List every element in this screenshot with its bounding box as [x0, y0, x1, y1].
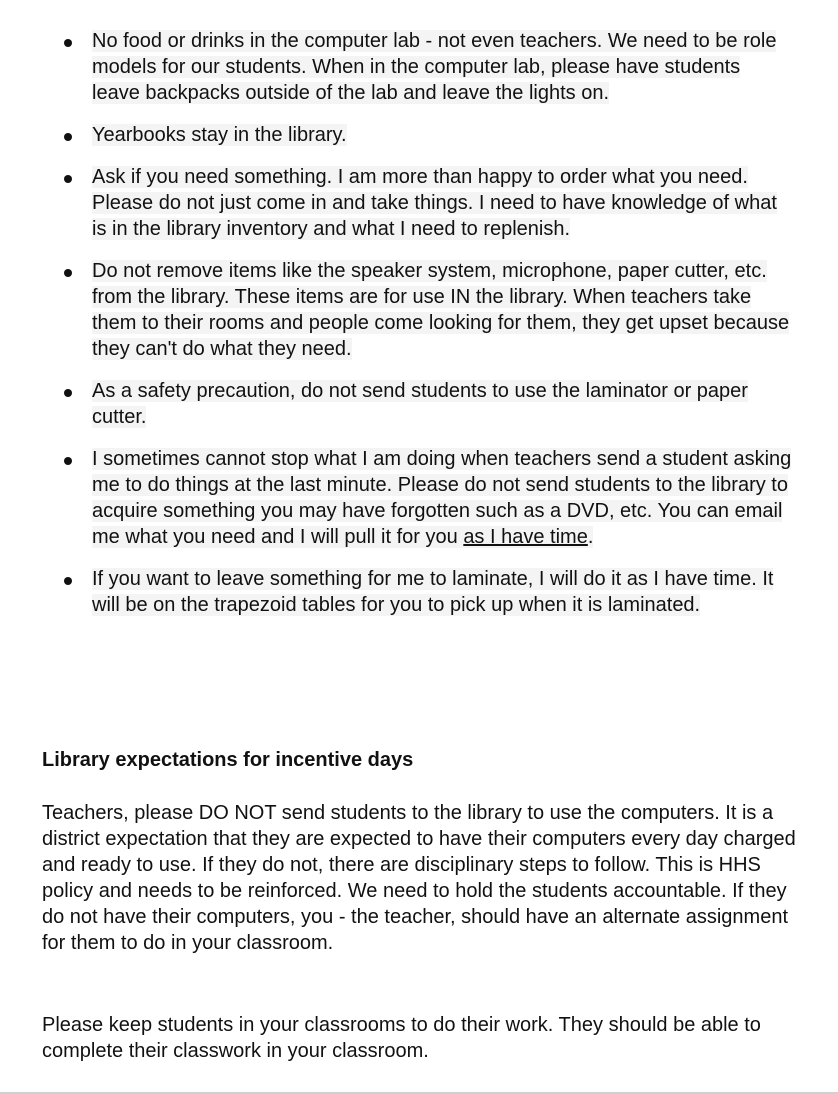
underlined-phrase: as I have time: [463, 526, 588, 548]
rules-list: [0, 28, 838, 634]
list-item-text-end: .: [587, 526, 594, 548]
section-paragraph-2: Please keep students in your classrooms to do their work. They should be able to complete their classwork in your classroom.: [42, 1014, 761, 1062]
bullet-icon: [64, 39, 72, 47]
bullet-icon: [64, 175, 72, 183]
list-item-text: If you want to leave something for me to laminate, I will do it as I have time. It will be on the trapezoid tables for you to pick up when it is laminated.: [92, 568, 774, 616]
list-item-text: [92, 448, 791, 548]
list-item: [0, 122, 838, 148]
list-item-text-main: I sometimes cannot stop what I am doing when teachers send a student asking me to do things at the last minute. Please do not send students to the library to acquire something you may have forgotten such as a DVD, etc. You can email me what you need and I will pull it for you: [92, 448, 792, 548]
bullet-icon: [64, 133, 72, 141]
list-item: [0, 446, 838, 550]
list-item: [0, 164, 838, 242]
list-item: [0, 28, 838, 106]
list-item-text: Do not remove items like the speaker system, microphone, paper cutter, etc. from the library. These items are for use IN the library. When teachers take them to their rooms and people come looking for them, they get upset because they can't do what they need.: [92, 260, 790, 360]
list-item-text: As a safety precaution, do not send students to use the laminator or paper cutter.: [92, 380, 748, 428]
bullet-icon: [64, 269, 72, 277]
list-item-text: Ask if you need something. I am more than happy to order what you need. Please do not just come in and take things. I need to have knowledge of what is in the library inventory and what I need to replenish.: [92, 166, 777, 240]
list-item: [0, 258, 838, 362]
bullet-icon: [64, 577, 72, 585]
section-paragraph-1: Teachers, please DO NOT send students to the library to use the computers. It is a district expectation that they are expected to have their computers every day charged and ready to use. If they do not, there are disciplinary steps to follow. This is HHS policy and needs to be reinforced. We need to hold the students accountable. If they do not have their computers, you - the teacher, should have an alternate assignment for them to do in your classroom.: [42, 802, 796, 954]
bullet-icon: [64, 457, 72, 465]
list-item: [0, 566, 838, 618]
list-item-text: No food or drinks in the computer lab - not even teachers. We need to be role models for our students. When in the computer lab, please have students leave backpacks outside of the lab and leave the lights on.: [92, 30, 777, 104]
bullet-icon: [64, 389, 72, 397]
list-item-text: Yearbooks stay in the library.: [92, 124, 347, 146]
list-item: [0, 378, 838, 430]
section-heading: Library expectations for incentive days: [42, 749, 414, 771]
